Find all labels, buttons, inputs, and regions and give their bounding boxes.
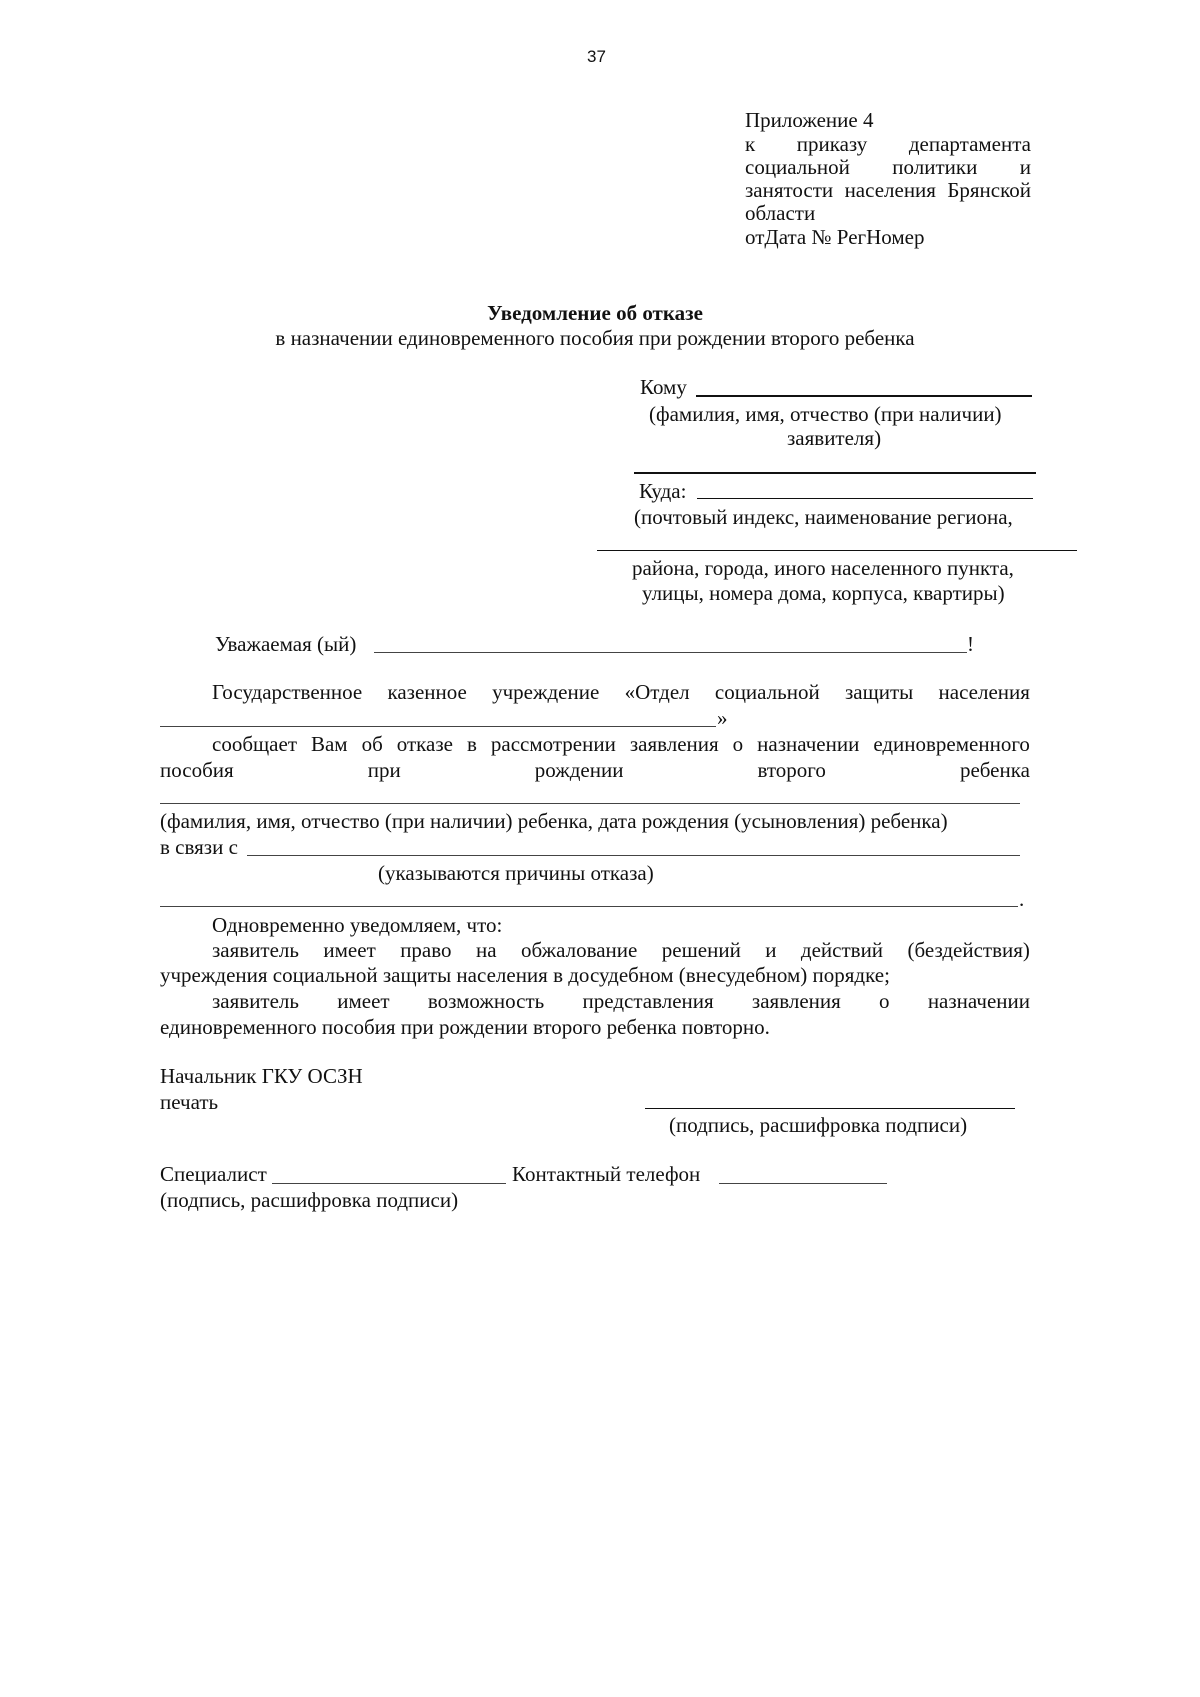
appendix-word: департамента [908, 132, 1031, 156]
right1-line-1 [212, 937, 1030, 963]
address-hint-1: (почтовый индекс, наименование региона, [634, 505, 1013, 529]
right2-line-1 [212, 988, 1030, 1014]
informs-word: единовременного [873, 732, 1030, 756]
head-signature-hint: (подпись, расшифровка подписи) [669, 1113, 968, 1137]
right1-word: заявитель [212, 938, 299, 962]
informs-line [212, 731, 1030, 757]
right2-word: имеет [337, 989, 390, 1013]
phone-field[interactable] [719, 1183, 887, 1184]
reason-field-continued[interactable] [160, 906, 1018, 907]
right2-word: заявления [751, 989, 841, 1013]
appendix-word: населения [844, 178, 936, 202]
right1-word: право [400, 938, 452, 962]
institution-word: населения [938, 680, 1030, 704]
specialist-label: Специалист [160, 1162, 267, 1186]
institution-word: защиты [844, 680, 914, 704]
right1-word: решений [661, 938, 741, 962]
right2-word: представления [582, 989, 714, 1013]
address-field[interactable] [697, 498, 1033, 499]
document-subtitle: в назначении единовременного пособия при рождении второго ребенка [275, 326, 915, 350]
informs-word: рассмотрении [490, 732, 616, 756]
specialist-signature-field[interactable] [272, 1183, 506, 1184]
appendix-word: к [745, 132, 756, 156]
institution-word: казенное [387, 680, 467, 704]
address-field-continued[interactable] [597, 550, 1077, 551]
benefit-word: пособия [160, 758, 234, 782]
institution-word: социальной [714, 680, 820, 704]
reason-end: . [1019, 887, 1025, 911]
to-field-continued[interactable] [634, 472, 1036, 474]
stamp-label: печать [160, 1090, 219, 1114]
right1-word: и [765, 938, 777, 962]
address-hint-2: района, города, иного населенного пункта, [632, 556, 1014, 580]
informs-word: отказе [396, 732, 453, 756]
institution-name-field[interactable] [160, 726, 716, 727]
document-title [0, 300, 1190, 326]
notice-intro: Одновременно уведомляем, что: [212, 913, 503, 937]
appendix-line-4: области [745, 201, 816, 225]
specialist-signature-hint: (подпись, расшифровка подписи) [160, 1188, 459, 1212]
benefit-word: рождении [534, 758, 624, 782]
appendix-word: занятости [745, 178, 834, 202]
appendix-word: социальной [745, 155, 850, 179]
right1-word: обжалование [520, 938, 638, 962]
right2-line-2: единовременного пособия при рождении второго ребенка повторно. [160, 1015, 770, 1039]
to-hint-1: (фамилия, имя, отчество (при наличии) [649, 402, 1002, 426]
right1-word: на [475, 938, 497, 962]
right1-line-2: учреждения социальной защиты населения в досудебном (внесудебном) порядке; [160, 963, 890, 987]
right2-word: возможность [427, 989, 545, 1013]
greeting-end: ! [967, 632, 974, 656]
to-label: Кому [640, 375, 687, 399]
institution-word: Государственное [212, 680, 363, 704]
appendix-word: и [1019, 155, 1031, 179]
right1-word: (бездействия) [907, 938, 1030, 962]
right1-word: имеет [323, 938, 376, 962]
benefit-word: второго [757, 758, 826, 782]
phone-label: Контактный телефон [512, 1162, 701, 1186]
appendix-word: политики [892, 155, 978, 179]
informs-word: назначении [757, 732, 860, 756]
reason-field[interactable] [247, 855, 1020, 856]
benefit-word: ребенка [959, 758, 1030, 782]
appendix-title: Приложение 4 [745, 108, 874, 132]
child-info-hint: (фамилия, имя, отчество (при наличии) ребенка, дата рождения (усыновления) ребенка) [160, 809, 948, 833]
informs-word: в [466, 732, 477, 756]
appendix-word: приказу [796, 132, 868, 156]
institution-line [212, 679, 1030, 705]
benefit-line [160, 757, 1030, 783]
institution-word: учреждение [492, 680, 600, 704]
benefit-word: при [367, 758, 401, 782]
to-hint-2: заявителя) [787, 426, 882, 450]
appendix-order-ref: отДата № РегНомер [745, 225, 925, 249]
child-info-field[interactable] [160, 803, 1020, 804]
head-label: Начальник ГКУ ОСЗН [160, 1064, 363, 1088]
appendix-word: Брянской [947, 178, 1031, 202]
informs-word: об [361, 732, 383, 756]
reason-hint: (указываются причины отказа) [378, 861, 654, 885]
institution-close-quote: » [717, 706, 728, 730]
address-hint-3: улицы, номера дома, корпуса, квартиры) [642, 581, 1005, 605]
informs-word: заявления [629, 732, 719, 756]
right2-word: о [879, 989, 890, 1013]
right2-word: заявитель [212, 989, 299, 1013]
right1-word: действий [800, 938, 884, 962]
address-label: Куда: [639, 479, 687, 503]
document-title-text: Уведомление об отказе [487, 301, 703, 325]
greeting-name-field[interactable] [374, 652, 967, 653]
informs-word: сообщает [212, 732, 297, 756]
head-signature-field[interactable] [645, 1108, 1015, 1109]
right2-word: назначении [927, 989, 1030, 1013]
to-field[interactable] [696, 395, 1032, 397]
institution-word: «Отдел [624, 680, 690, 704]
informs-word: Вам [310, 732, 348, 756]
greeting-label: Уважаемая (ый) [215, 632, 357, 656]
informs-word: о [732, 732, 744, 756]
page-number: 37 [587, 47, 606, 66]
reason-label: в связи с [160, 835, 238, 859]
